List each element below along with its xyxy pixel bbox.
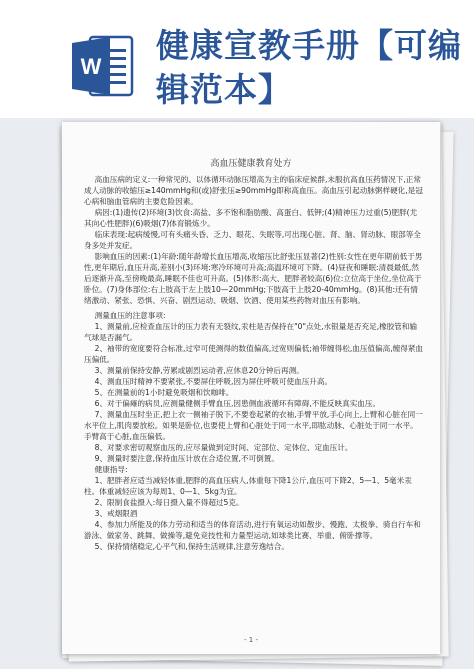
paragraph: 4、参加力所能及的体力劳动和适当的体育活动,进行有氧运动如散步、慢跑、太极拳、骑自行车和游泳、做家务、跳舞、做操等,避免竞技性和力量型运动,如球类比赛、举重、俯卧撑等。 — [84, 520, 421, 540]
paragraph: 2、限制食盐摄入:每日摄入量不得超过5克。 — [94, 498, 244, 507]
section-heading: 测量血压的注意事项: — [94, 311, 166, 320]
paragraph: 病因:(1)遗传(2)环境(3)饮食:高盐、多不饱和脂肪酸、高蛋白、低钾;(4)精神压力过重(5)肥胖(尤其向心性肥胖)(6)吸烟(7)体育锻炼少。 — [84, 208, 418, 228]
paragraph: 9、测量时要注意,保持血压计放在合适位置,不可倒置。 — [94, 454, 279, 463]
header-banner — [0, 0, 474, 118]
paragraph: 5、在测量前的1小时避免吸烟和饮咖啡。 — [94, 388, 234, 397]
section-heading: 健康指导: — [94, 465, 128, 474]
page-number: - 1 - — [244, 636, 258, 644]
page-title: 健康宣教手册【可编辑范本】 — [156, 26, 462, 109]
paragraph: 3、测量前保持安静,劳累或剧烈运动者,应休息20分钟后再测。 — [94, 366, 304, 375]
paragraph: 3、戒烟限酒 — [94, 509, 138, 518]
paragraph: 8、对要求密切观察血压的,应尽量做到定时间、定部位、定体位、定血压计。 — [94, 443, 353, 452]
word-document-icon — [70, 33, 136, 99]
paragraph: 影响血压的因素:(1)年龄:随年龄增长血压增高,收缩压比舒张压显著(2)性别:女性在更年期前低于男性,更年期后,血压升高,差别小(3)环境:寒冷环境可升高;高温环境可下降。(4)昼夜和睡眠:清晨最低,然后逐渐升高,至傍晚最高,睡眠不佳也可升高。(5)体形:高大、肥胖者较高(6)位:立位高于坐位,坐位高于卧位。(7)身体部位:右上肢高于左上肢10—20mmHg;下肢高于上肢20-40mmHg。(8)其他:还有情绪激动、紧张、恐惧、兴奋、剧烈运动、吸烟、饮酒、使用某些药物对血压有影响。 — [84, 252, 423, 305]
paragraph: 高血压病的定义:一种常见的、以体循环动脉压增高为主的临床症候群,未服抗高血压药情况下,正常成人动脉的收缩压≥140mmHg和(或)舒张压≥90mmHg即称高血压。高血压引起动脉粥样硬化,是冠心病和脑血管病的主要危险因素。 — [84, 175, 423, 206]
paragraph: 7、测量血压时坐正,把上衣一侧袖子脱下,不要卷起紧的衣袖,手臂平放,手心向上,上臂和心脏在同一水平位上,肌肉要放松。如果是卧位,也要使上臂和心脏处于同一水平,即肱动脉、心脏处于同一水平。手臂高于心脏,血压偏低。 — [84, 410, 423, 441]
svg-text:W: W — [80, 54, 102, 79]
paragraph: 5、保持情绪稳定,心平气和,保持生活规律,注意劳逸结合。 — [94, 542, 289, 551]
paragraph: 1、测量前,应检查血压计的压力表有无裂纹,汞柱是否保持在"0"点处,水银量是否充足,橡胶管和输气球是否漏气。 — [84, 322, 418, 342]
document-page — [62, 122, 440, 654]
paragraph: 4、测血压时精神不要紧张,不要屏住呼吸,因为屏住呼吸可使血压升高。 — [94, 377, 333, 386]
document-title: 高血压健康教育处方 — [210, 159, 292, 169]
paragraph: 6、对于偏瘫的病员,应测量健侧手臂血压,因患侧血液循环有障碍,不能反映真实血压。 — [94, 399, 381, 408]
document-preview — [62, 122, 448, 662]
paragraph: 1、肥胖者应适当减轻体重,肥胖的高血压病人,体重每下降1公斤,血压可下降2、5—1、5毫米汞柱。体重减轻应该为每周1、0—1、5kg为宜。 — [84, 476, 412, 496]
paragraph: 2、袖带的宽度要符合标准,过窄可使测得的数值偏高,过宽则偏低;袖带缠得松,血压值偏高,缠得紧血压偏低。 — [84, 344, 424, 364]
document-body — [84, 174, 424, 552]
paragraph: 临床表现:起病缓慢,可有头痛头昏、乏力、眼花、失眠等,可出现心脏、肾、脑、肾动脉、眼部等全身多处并发症。 — [84, 230, 421, 250]
